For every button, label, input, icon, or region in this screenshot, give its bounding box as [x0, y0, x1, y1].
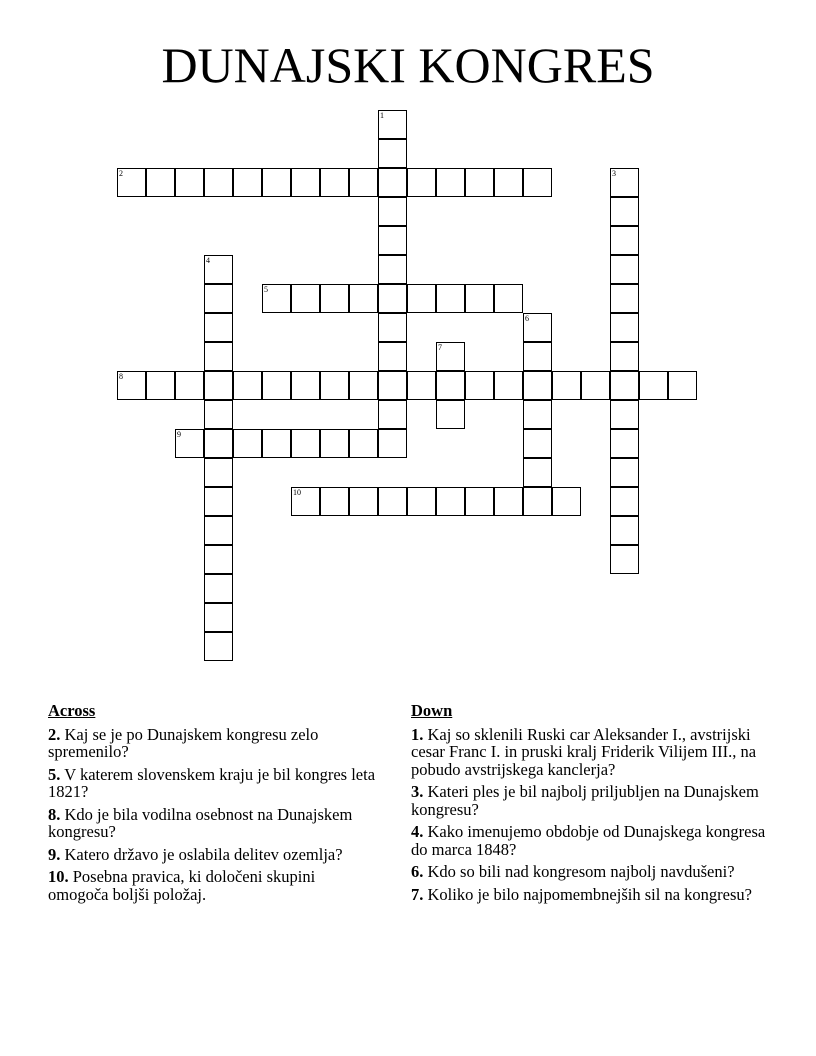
- grid-cell[interactable]: [610, 429, 639, 458]
- clue-across-5: [48, 766, 378, 801]
- grid-cell[interactable]: [436, 400, 465, 429]
- grid-cell[interactable]: [320, 284, 349, 313]
- grid-cell[interactable]: [175, 371, 204, 400]
- grid-cell[interactable]: [436, 371, 465, 400]
- across-heading: Across: [48, 701, 96, 720]
- grid-cell[interactable]: [436, 284, 465, 313]
- clue-number: 3.: [411, 782, 424, 801]
- clue-text: Kaj se je po Dunajskem kongresu zelo spremenilo?: [48, 724, 319, 761]
- clue-number: 5.: [48, 764, 61, 784]
- grid-cell[interactable]: [610, 342, 639, 371]
- grid-cell[interactable]: [639, 371, 668, 400]
- grid-cell[interactable]: [552, 371, 581, 400]
- grid-cell[interactable]: [204, 429, 233, 458]
- clue-text: Kako imenujemo obdobje od Dunajskega kongresa do marca 1848?: [411, 822, 766, 859]
- grid-cell[interactable]: [465, 168, 494, 197]
- grid-cell[interactable]: [378, 371, 407, 400]
- grid-cell[interactable]: [175, 429, 204, 458]
- grid-cell[interactable]: [610, 226, 639, 255]
- grid-cell[interactable]: [494, 168, 523, 197]
- grid-cell[interactable]: [204, 487, 233, 516]
- grid-cell[interactable]: [349, 284, 378, 313]
- down-clues: [411, 702, 781, 908]
- grid-cell[interactable]: [378, 342, 407, 371]
- grid-cell[interactable]: [378, 197, 407, 226]
- clue-down-3: [411, 783, 781, 818]
- grid-cell[interactable]: [291, 168, 320, 197]
- grid-cell[interactable]: [204, 400, 233, 429]
- grid-cell[interactable]: [494, 487, 523, 516]
- grid-cell[interactable]: [378, 313, 407, 342]
- grid-cell[interactable]: [320, 371, 349, 400]
- clue-number: 8.: [48, 804, 61, 824]
- grid-cell[interactable]: [378, 168, 407, 197]
- clue-text: Posebna pravica, ki določeni skupini omogoča boljši položaj.: [48, 867, 316, 904]
- clue-text: Kdo je bila vodilna osebnost na Dunajskem kongresu?: [48, 804, 353, 841]
- grid-cell[interactable]: [610, 313, 639, 342]
- clue-number: 2.: [48, 724, 61, 744]
- grid-cell[interactable]: [523, 342, 552, 371]
- grid-cell[interactable]: [204, 603, 233, 632]
- clue-number: 10.: [48, 867, 69, 886]
- grid-cell[interactable]: [494, 284, 523, 313]
- cell-number: 10: [293, 488, 301, 497]
- grid-cell[interactable]: [610, 371, 639, 400]
- grid-cell[interactable]: [610, 168, 639, 197]
- clue-across-10: [48, 868, 378, 903]
- clue-across-8: [48, 806, 378, 841]
- clue-number: 9.: [48, 844, 61, 864]
- grid-cell[interactable]: [436, 168, 465, 197]
- clue-down-6: [411, 863, 781, 881]
- grid-cell[interactable]: [204, 342, 233, 371]
- clue-text: Koliko je bilo najpomembnejših sil na kongresu?: [427, 884, 752, 904]
- grid-cell[interactable]: [523, 429, 552, 458]
- clue-number: 7.: [411, 884, 424, 904]
- grid-cell[interactable]: [523, 371, 552, 400]
- grid-cell[interactable]: [378, 400, 407, 429]
- grid-cell[interactable]: [378, 487, 407, 516]
- grid-cell[interactable]: [465, 284, 494, 313]
- clue-across-9: [48, 846, 378, 864]
- grid-cell[interactable]: [291, 429, 320, 458]
- grid-cell[interactable]: [668, 371, 697, 400]
- cell-number: 6: [525, 314, 529, 323]
- grid-cell[interactable]: [320, 168, 349, 197]
- grid-cell[interactable]: [204, 632, 233, 661]
- grid-cell[interactable]: [204, 371, 233, 400]
- grid-cell[interactable]: [291, 371, 320, 400]
- cell-number: 9: [177, 430, 181, 439]
- grid-cell[interactable]: [407, 168, 436, 197]
- grid-cell[interactable]: [175, 168, 204, 197]
- grid-cell[interactable]: [378, 429, 407, 458]
- grid-cell[interactable]: [523, 400, 552, 429]
- clue-down-7: [411, 886, 781, 904]
- grid-cell[interactable]: [204, 516, 233, 545]
- grid-cell[interactable]: [146, 371, 175, 400]
- grid-cell[interactable]: [262, 371, 291, 400]
- grid-cell[interactable]: [320, 429, 349, 458]
- grid-cell[interactable]: [320, 487, 349, 516]
- grid-cell[interactable]: [581, 371, 610, 400]
- grid-cell[interactable]: [349, 487, 378, 516]
- grid-cell[interactable]: [610, 516, 639, 545]
- grid-cell[interactable]: [204, 545, 233, 574]
- cell-number: 5: [264, 285, 268, 294]
- grid-cell[interactable]: [610, 458, 639, 487]
- grid-cell[interactable]: [610, 284, 639, 313]
- clue-down-4: [411, 823, 781, 858]
- grid-cell[interactable]: [610, 487, 639, 516]
- clue-text: Kdo so bili nad kongresom najbolj navdušeni?: [427, 862, 735, 881]
- grid-cell[interactable]: [610, 545, 639, 574]
- grid-cell[interactable]: [204, 313, 233, 342]
- grid-cell[interactable]: [117, 371, 146, 400]
- grid-cell[interactable]: [494, 371, 523, 400]
- grid-cell[interactable]: [233, 371, 262, 400]
- grid-cell[interactable]: [204, 255, 233, 284]
- cell-number: 1: [380, 111, 384, 120]
- grid-cell[interactable]: [349, 168, 378, 197]
- grid-cell[interactable]: [407, 487, 436, 516]
- grid-cell[interactable]: [378, 110, 407, 139]
- grid-cell[interactable]: [204, 574, 233, 603]
- grid-cell[interactable]: [407, 284, 436, 313]
- grid-cell[interactable]: [407, 371, 436, 400]
- grid-cell[interactable]: [378, 226, 407, 255]
- grid-cell[interactable]: [146, 168, 175, 197]
- grid-cell[interactable]: [291, 284, 320, 313]
- clue-across-2: [48, 726, 378, 761]
- cell-number: 3: [612, 169, 616, 178]
- grid-cell[interactable]: [523, 458, 552, 487]
- puzzle-title: DUNAJSKI KONGRES: [161, 37, 655, 93]
- cell-number: 4: [206, 256, 210, 265]
- clue-number: 6.: [411, 862, 424, 881]
- clue-down-1: [411, 726, 781, 779]
- grid-cell[interactable]: [465, 371, 494, 400]
- grid-cell[interactable]: [233, 429, 262, 458]
- grid-cell[interactable]: [233, 168, 262, 197]
- cell-number: 8: [119, 372, 123, 381]
- clue-number: 1.: [411, 724, 424, 744]
- grid-cell[interactable]: [378, 284, 407, 313]
- grid-cell[interactable]: [523, 313, 552, 342]
- cell-number: 7: [438, 343, 442, 352]
- grid-cell[interactable]: [436, 487, 465, 516]
- grid-cell[interactable]: [378, 255, 407, 284]
- grid-cell[interactable]: [204, 458, 233, 487]
- grid-cell[interactable]: [465, 487, 494, 516]
- grid-cell[interactable]: [291, 487, 320, 516]
- grid-cell[interactable]: [610, 400, 639, 429]
- clue-text: Kateri ples je bil najbolj priljubljen na Dunajskem kongresu?: [411, 782, 759, 819]
- grid-cell[interactable]: [204, 168, 233, 197]
- grid-cell[interactable]: [378, 139, 407, 168]
- grid-cell[interactable]: [117, 168, 146, 197]
- grid-cell[interactable]: [552, 487, 581, 516]
- down-heading: Down: [411, 701, 453, 720]
- grid-cell[interactable]: [349, 429, 378, 458]
- grid-cell[interactable]: [610, 197, 639, 226]
- grid-cell[interactable]: [610, 255, 639, 284]
- clue-text: V katerem slovenskem kraju je bil kongres leta 1821?: [48, 764, 376, 801]
- grid-cell[interactable]: [436, 342, 465, 371]
- across-clues: [48, 702, 378, 908]
- grid-cell[interactable]: [262, 284, 291, 313]
- grid-cell[interactable]: [523, 168, 552, 197]
- clue-number: 4.: [411, 822, 424, 841]
- cell-number: 2: [119, 169, 123, 178]
- clue-text: Katero državo je oslabila delitev ozemlja?: [64, 844, 343, 864]
- grid-cell[interactable]: [349, 371, 378, 400]
- grid-cell[interactable]: [204, 284, 233, 313]
- clue-text: Kaj so sklenili Ruski car Aleksander I., avstrijski cesar Franc I. in pruski kralj Friderik Vilijem III., na pobudo avstrijskega kanclerja?: [411, 724, 757, 779]
- grid-cell[interactable]: [262, 168, 291, 197]
- grid-cell[interactable]: [262, 429, 291, 458]
- grid-cell[interactable]: [523, 487, 552, 516]
